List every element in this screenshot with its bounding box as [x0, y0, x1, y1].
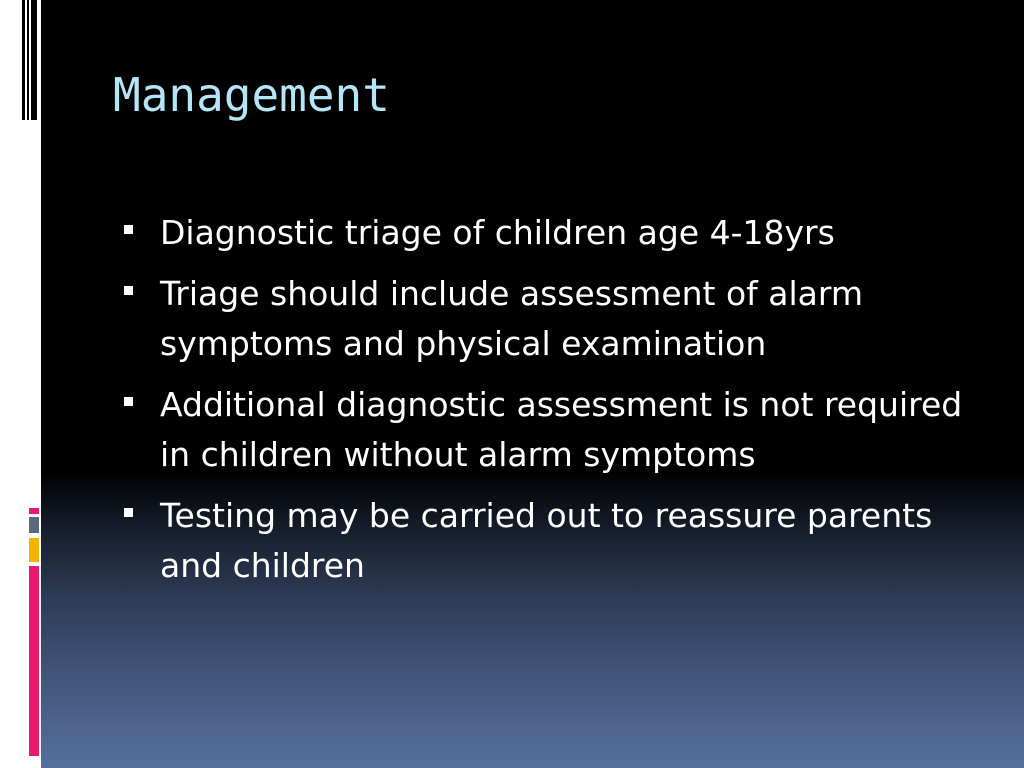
- slide-title: Management: [113, 68, 390, 122]
- bullet-text: Additional diagnostic assessment is not required in children without alarm symptoms: [160, 385, 963, 474]
- square-bullet-icon: [124, 225, 133, 234]
- stripe-line: [27, 0, 29, 120]
- bullet-item: [124, 208, 974, 258]
- stripe-line: [22, 0, 25, 120]
- left-decorative-strip: [0, 0, 41, 768]
- bullet-item: [124, 380, 974, 480]
- bullet-list: [124, 208, 974, 602]
- square-bullet-icon: [124, 397, 133, 406]
- accent-block-gold: [29, 538, 39, 562]
- square-bullet-icon: [124, 286, 133, 295]
- bullet-text: Triage should include assessment of alarm symptoms and physical examination: [160, 274, 864, 363]
- accent-block-pink: [29, 508, 39, 514]
- accent-bar-pink: [29, 566, 39, 756]
- stripe-line: [31, 0, 37, 120]
- accent-block-gray: [29, 517, 39, 533]
- bullet-item: [124, 491, 974, 591]
- bullet-item: [124, 269, 974, 369]
- square-bullet-icon: [124, 508, 133, 517]
- bullet-text: Diagnostic triage of children age 4-18yrs: [160, 213, 835, 252]
- bullet-text: Testing may be carried out to reassure parents and children: [160, 496, 933, 585]
